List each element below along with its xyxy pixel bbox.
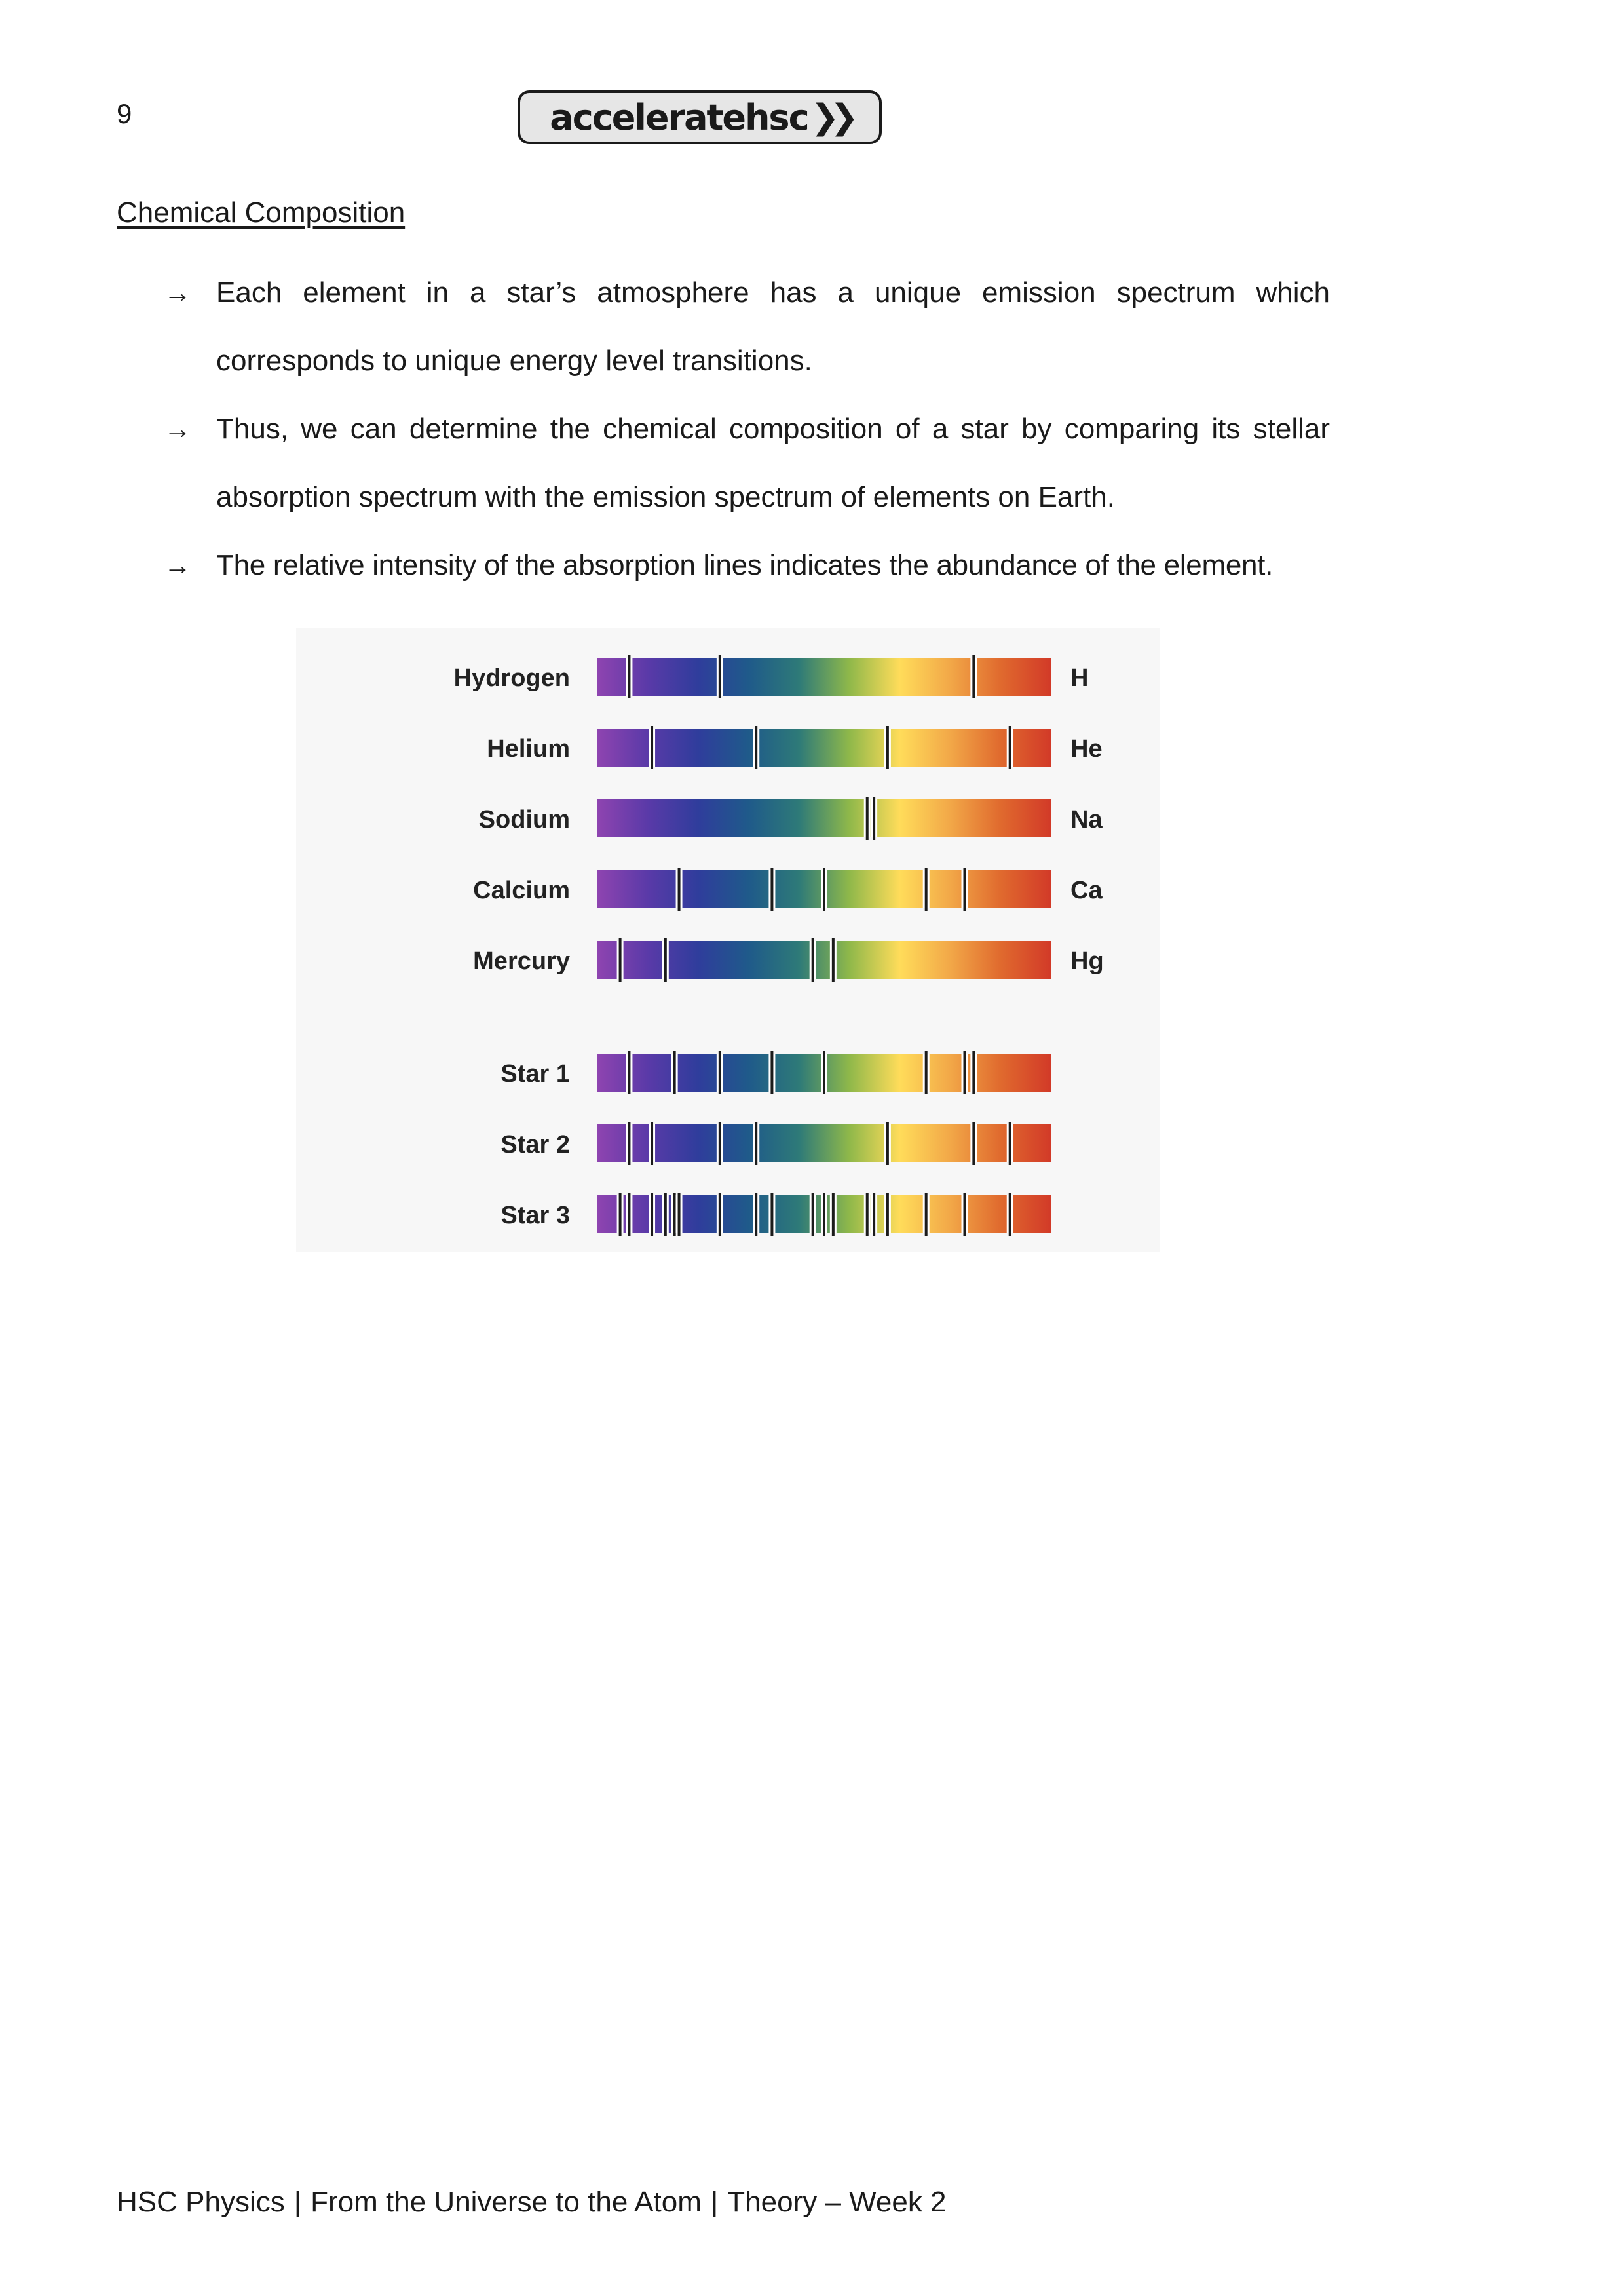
element-row [454, 655, 1089, 698]
right-arrow-icon: → [164, 277, 191, 308]
spectral-line [964, 868, 966, 911]
element-spectrum-bar [597, 658, 1051, 696]
element-label: Mercury [473, 947, 570, 975]
spectral-line [972, 1122, 975, 1165]
star-row [500, 1122, 1051, 1165]
spectral-line [925, 1193, 928, 1236]
spectra-chart [296, 628, 1160, 1252]
spectral-line [770, 1193, 773, 1236]
star-row [500, 1193, 1051, 1236]
spectral-line [719, 1193, 721, 1236]
spectral-line [886, 1122, 889, 1165]
footer-module: From the Universe to the Atom [311, 2186, 702, 2218]
star-label: Star 2 [500, 1131, 570, 1158]
spectral-line [823, 1051, 825, 1094]
star-label: Star 1 [500, 1060, 570, 1088]
spectral-line [628, 1051, 630, 1094]
element-symbol: He [1070, 735, 1103, 763]
spectral-line [664, 938, 667, 982]
bullet-item [164, 531, 1330, 600]
spectral-line [673, 1051, 676, 1094]
bullet-item [164, 259, 1330, 395]
spectral-line [886, 726, 889, 769]
star-label: Star 3 [500, 1202, 570, 1229]
footer-separator: | [293, 2186, 302, 2218]
spectral-line [823, 868, 825, 911]
spectral-line [866, 797, 869, 840]
spectral-line [873, 1193, 875, 1236]
element-label: Calcium [473, 877, 570, 904]
element-label: Sodium [478, 806, 570, 833]
spectral-line [651, 1122, 653, 1165]
element-row [487, 726, 1102, 769]
spectra-figure [296, 628, 1160, 1252]
element-label: Helium [487, 735, 570, 763]
spectral-line [673, 1193, 676, 1236]
element-row [479, 797, 1103, 840]
spectral-line [972, 655, 975, 698]
bullet-text: Thus, we can determine the chemical composition of a star by comparing its stellar absorption spectrum with the emission spectrum of elements on Earth. [216, 413, 1330, 513]
right-arrow-icon: → [164, 413, 191, 444]
element-row [473, 868, 1103, 911]
section-heading: Chemical Composition [117, 197, 406, 229]
bullet-text: Each element in a star’s atmosphere has a unique emission spectrum which corresponds to unique energy level transitions. [216, 277, 1330, 377]
spectral-line [770, 868, 773, 911]
spectral-line [678, 1193, 681, 1236]
brand-logo [518, 90, 882, 144]
spectral-line [719, 1051, 721, 1094]
spectral-line [823, 1193, 825, 1236]
page-footer [117, 2186, 947, 2219]
spectral-line [925, 1051, 928, 1094]
spectral-line [873, 797, 875, 840]
bullet-item [164, 395, 1330, 531]
spectral-line [964, 1051, 966, 1094]
spectral-line [755, 726, 757, 769]
element-symbol: H [1070, 664, 1089, 692]
spectral-line [619, 1193, 622, 1236]
spectral-line [678, 868, 681, 911]
spectral-line [651, 1193, 653, 1236]
spectral-line [755, 1193, 757, 1236]
spectral-line [1009, 1122, 1011, 1165]
spectral-line [628, 1193, 630, 1236]
spectral-line [664, 1193, 667, 1236]
spectral-line [619, 938, 622, 982]
spectral-line [812, 1193, 814, 1236]
spectral-line [866, 1193, 869, 1236]
spectral-line [1009, 1193, 1011, 1236]
element-spectrum-bar [597, 799, 1051, 837]
spectral-line [1009, 726, 1011, 769]
spectral-line [651, 726, 653, 769]
bullet-text: The relative intensity of the absorption lines indicates the abundance of the element. [216, 549, 1274, 581]
spectral-line [886, 1193, 889, 1236]
star-row [500, 1051, 1051, 1094]
spectral-line [972, 1051, 975, 1094]
spectral-line [964, 1193, 966, 1236]
spectral-line [770, 1051, 773, 1094]
spectral-line [719, 1122, 721, 1165]
spectral-line [925, 868, 928, 911]
page-number: 9 [117, 98, 132, 129]
spectral-line [719, 655, 721, 698]
bullet-list [164, 259, 1330, 600]
spectral-line [832, 938, 835, 982]
element-row [473, 938, 1104, 982]
footer-course: HSC Physics [117, 2186, 285, 2218]
element-symbol: Ca [1070, 877, 1103, 904]
right-arrow-icon: → [164, 550, 191, 581]
brand-logo-text: acceleratehsc [550, 96, 808, 138]
double-chevron-icon: ❯❯ [810, 98, 850, 137]
footer-week: Theory – Week 2 [727, 2186, 947, 2218]
footer-separator: | [710, 2186, 719, 2218]
star-spectrum-bar [597, 1124, 1051, 1162]
element-spectrum-bar [597, 729, 1051, 767]
element-label: Hydrogen [453, 664, 570, 692]
spectral-line [812, 938, 814, 982]
spectral-line [628, 1122, 630, 1165]
spectral-line [628, 655, 630, 698]
spectral-line [755, 1122, 757, 1165]
spectral-line [832, 1193, 835, 1236]
element-symbol: Na [1070, 806, 1103, 833]
element-symbol: Hg [1070, 947, 1104, 975]
